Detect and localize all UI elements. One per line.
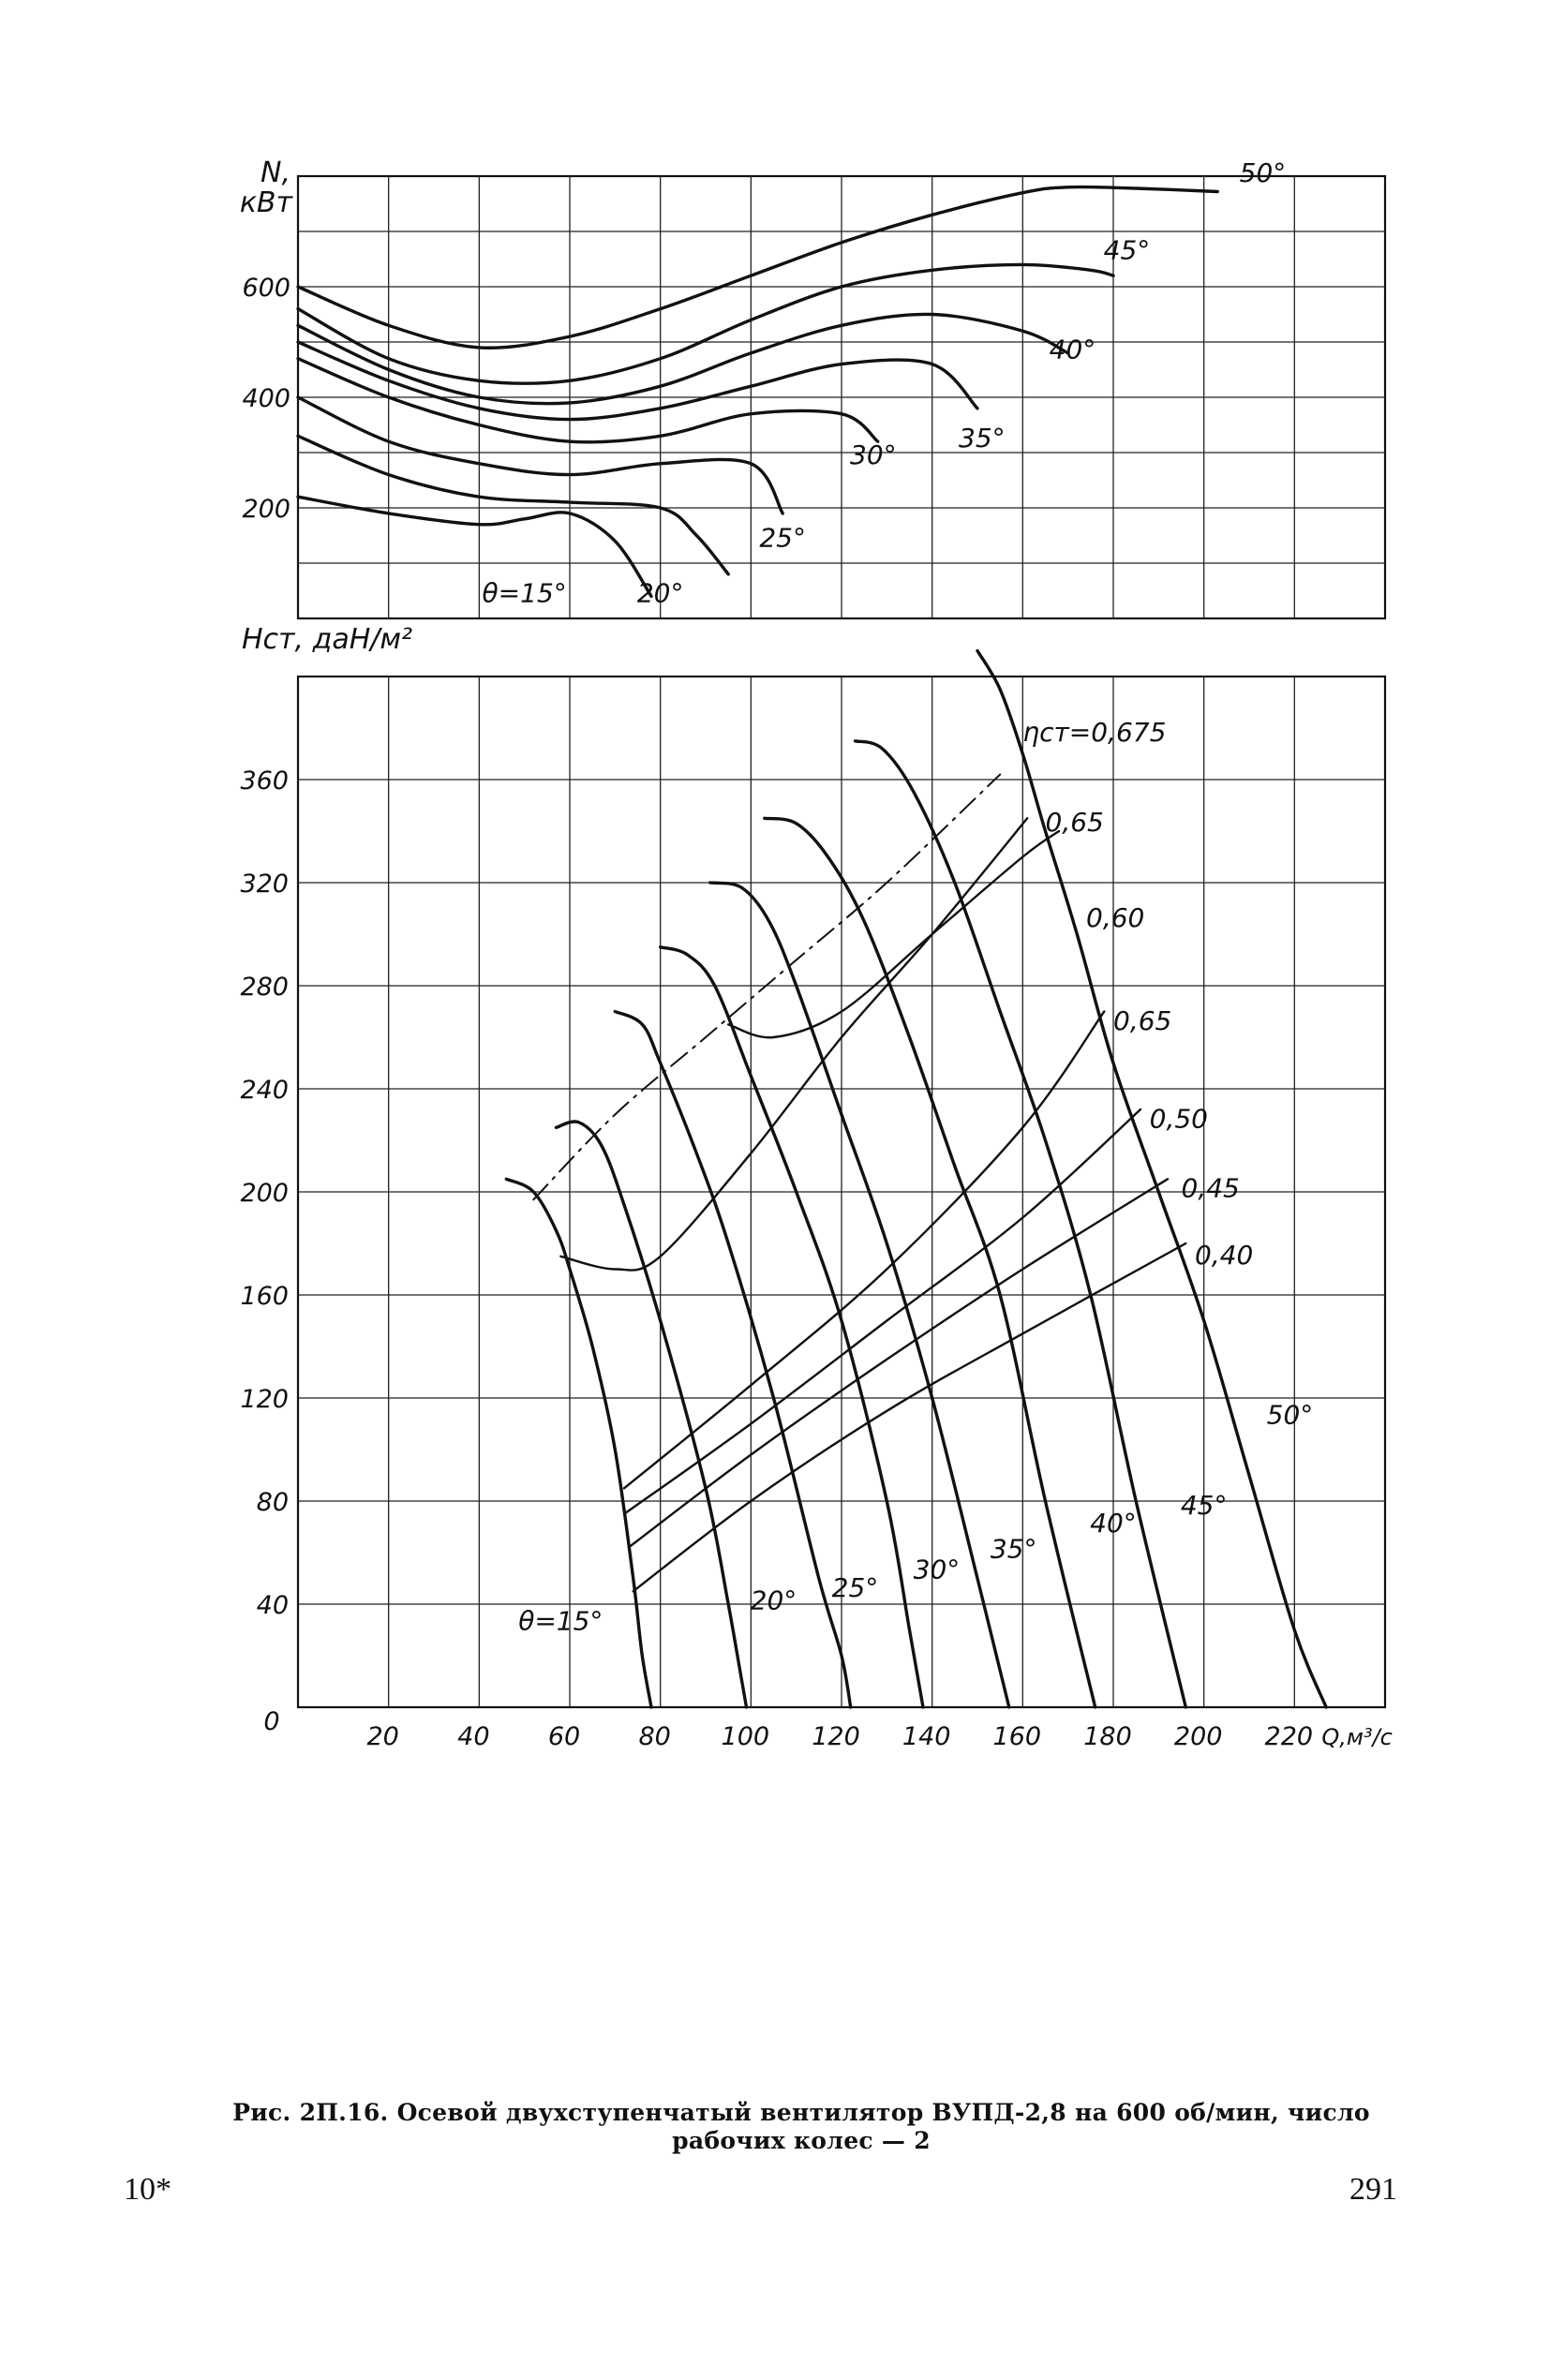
pressure-y-tick-label: 360 — [240, 766, 289, 796]
power-curve-label: 25° — [759, 522, 806, 554]
power-curve-label: 50° — [1239, 156, 1287, 188]
power-y-tick-label: 200 — [242, 495, 291, 524]
efficiency-line — [629, 1179, 1168, 1547]
efficiency-label: 0,65 — [1113, 1004, 1172, 1036]
pressure-y-tick-label: 120 — [240, 1385, 289, 1414]
power-curve-label: 45° — [1103, 234, 1151, 266]
pressure-x-tick-label: 160 — [992, 1722, 1042, 1751]
power-curve-25deg — [298, 397, 782, 513]
pressure-x-tick-label: 80 — [638, 1722, 671, 1751]
pressure-curve-label: 35° — [990, 1533, 1037, 1565]
caption-line-1: Рис. 2П.16. Осевой двухступенчатый вентилятор ВУПД-2,8 на 600 об/мин, число — [232, 2099, 1370, 2126]
pressure-curve-label: 20° — [750, 1584, 797, 1616]
pressure-curve-label: 25° — [831, 1571, 879, 1603]
power-chart-panel — [240, 156, 1385, 618]
pressure-chart-panel — [240, 623, 1392, 1751]
pressure-y-tick-label: 160 — [240, 1282, 289, 1311]
power-y-tick-label: 600 — [242, 274, 291, 303]
pressure-x-tick-label: 140 — [902, 1722, 951, 1751]
power-curve-label: 20° — [636, 577, 684, 609]
pressure-origin-label: 0 — [263, 1707, 280, 1736]
pressure-curve-label: 50° — [1266, 1399, 1314, 1431]
pressure-x-tick-label: 40 — [457, 1722, 490, 1751]
pressure-y-tick-label: 80 — [256, 1488, 289, 1517]
pressure-x-tick-label: 60 — [547, 1722, 581, 1751]
pressure-x-axis-title: Q,м³/с — [1321, 1724, 1393, 1750]
efficiency-line — [624, 1012, 1104, 1489]
pressure-curve-label: 40° — [1090, 1508, 1137, 1539]
power-curve-label: θ=15° — [482, 577, 567, 609]
pressure-x-tick-label: 20 — [366, 1722, 399, 1751]
efficiency-lines — [533, 775, 1185, 1592]
pressure-x-tick-label: 120 — [812, 1722, 860, 1751]
power-curve-35deg — [298, 342, 977, 420]
pressure-curve-label: θ=15° — [518, 1605, 604, 1637]
pressure-x-tick-label: 220 — [1264, 1722, 1314, 1751]
pressure-x-tick-label: 180 — [1083, 1722, 1132, 1751]
power-curve-20deg — [298, 436, 728, 574]
pressure-y-tick-label: 240 — [240, 1076, 289, 1105]
pressure-curve-label: 30° — [913, 1554, 961, 1585]
page-signature: 10* — [124, 2172, 171, 2207]
power-y-axis-unit: кВт — [239, 186, 292, 219]
page-number: 291 — [1349, 2172, 1397, 2207]
power-axis — [240, 156, 294, 524]
pressure-y-tick-label: 200 — [240, 1179, 289, 1208]
pressure-y-tick-label: 320 — [240, 870, 289, 899]
pressure-curve-25deg — [615, 1012, 850, 1708]
caption-line-2: рабочих колес — 2 — [672, 2127, 931, 2154]
efficiency-label: 0,45 — [1181, 1172, 1240, 1204]
power-curve-labels — [483, 157, 1287, 608]
efficiency-label: 0,50 — [1149, 1103, 1209, 1135]
efficiency-label: 0,65 — [1045, 807, 1104, 838]
pressure-x-tick-label: 100 — [721, 1722, 770, 1751]
pressure-x-tick-label: 200 — [1173, 1722, 1223, 1751]
efficiency-label: 0,40 — [1195, 1240, 1254, 1271]
power-y-tick-label: 400 — [242, 384, 291, 413]
pressure-y-axis-title: Hст, даН/м² — [242, 623, 413, 656]
efficiency-line — [728, 831, 1059, 1037]
power-y-axis-title: N, — [261, 156, 291, 189]
power-curve-15deg — [298, 497, 651, 596]
efficiency-line — [533, 775, 1000, 1200]
pressure-curve-label: 45° — [1180, 1489, 1228, 1521]
power-curves — [298, 187, 1217, 597]
pressure-y-tick-label: 40 — [256, 1591, 289, 1620]
power-curve-label: 35° — [959, 423, 1006, 454]
efficiency-label: ηст=0,675 — [1022, 716, 1167, 748]
power-curve-label: 40° — [1049, 334, 1096, 365]
pressure-y-tick-label: 280 — [240, 973, 289, 1002]
efficiency-label: 0,60 — [1086, 901, 1145, 933]
figure-caption — [201, 2099, 1401, 2155]
power-curve-label: 30° — [850, 439, 897, 470]
